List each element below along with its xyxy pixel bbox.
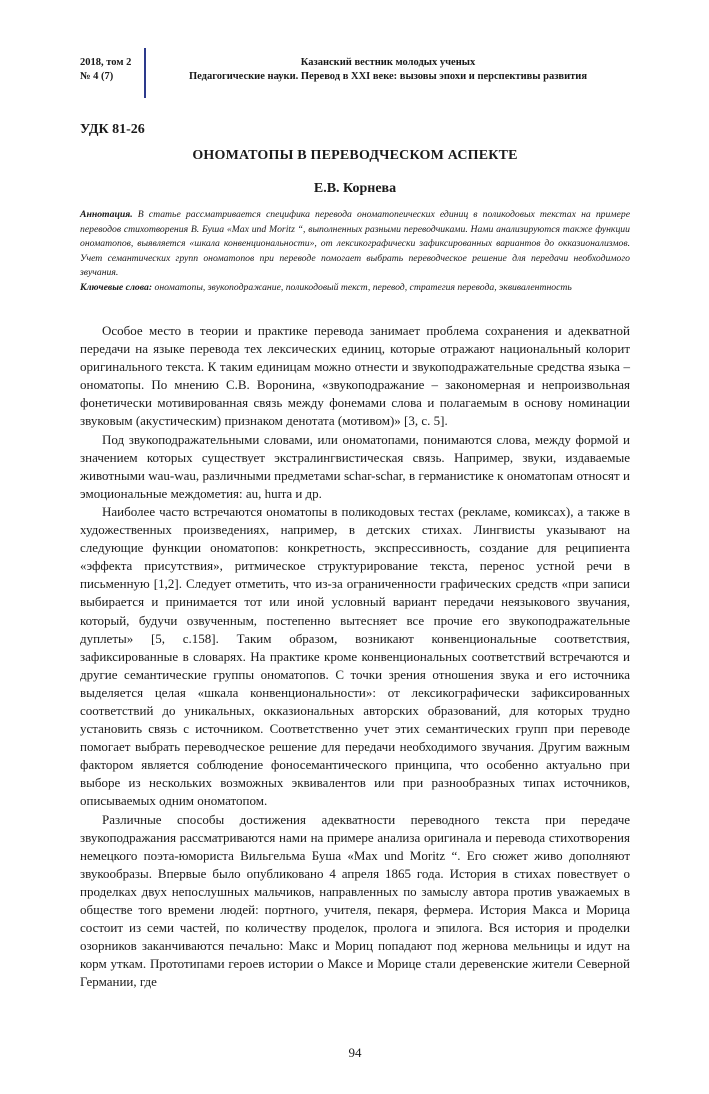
abstract-text: В статье рассматривается специфика перевода ономатопеических единиц в поликодовых текстах на примере переводов стихотворения В. Буша «Max und Moritz “, выполненных разными переводчиками. Нами анализируются также функции ономатопов, выявляется «шкала конвенциональности», от лексикографически зафиксированных вариантов до окказионализмов. Учет семантических групп ономатопов при переводе помогает выбрать переводческое решение для передачи необходимого звучания. [80,209,630,279]
body-paragraph: Под звукоподражательными словами, или ономатопами, понимаются слова, между формой и значением которых существует экстралингвистическая связь. Например, звуки, издаваемые животными wau-wau, различными предметами schar-schar, в германистике к ономатопам относят и эмоциональные междометия: au, hurra и др. [80,431,630,501]
body-paragraph: Наиболее часто встречаются ономатопы в поликодовых тестах (рекламе, комиксах), а также в художественных произведениях, например, в детских стихах. Лингвисты указывают на следующие функции ономатопов: конкретность, экспрессивность, создание для реципиента «эффекта присутствия», ритмическое структурирование текста, перенос устной речи в письменную [1,2]. Следует отметить, что из-за ограниченности графических средств «при записи выбирается и принимается тот или иной условный вариант передачи неязыкового звучания, который, будучи озвученным, постепенно вытесняет все прочие его звукоподражательные дуплеты» [5, с.158]. Таким образом, возникают конвенциональные соответствия, зафиксированные в словарях. На практике кроме конвенциональных соответствий встречаются и другие семантические группы ономатопов. С точки зрения отношения звука и его источника выделяется целая «шкала конвенциональности»: от лексикографически зафиксированных соответствий до уникальных, окказиональных авторских образований, для которых трудно установить связь с источником. Соответственно учет этих семантических групп при переводе помогает выбрать переводческое решение для передачи необходимого звучания. Другим важным фактором является соблюдение фоносемантического принципа, что особенно актуально при выборе из нескольких возможных эквивалентов или при разнообразных типах источников, описываемых одним ономатопом. [80,503,630,809]
abstract-block [80,208,630,296]
journal-section: Педагогические науки. Перевод в XXI веке: вызовы эпохи и перспективы развития [188,71,588,82]
keywords [80,281,630,296]
abstract [80,208,630,281]
article-body [80,322,630,991]
keywords-label: Ключевые слова: [80,281,153,293]
article-author: Е.В. Корнева [313,181,397,196]
issue-year-volume: 2018, том 2 [80,57,132,68]
journal-title: Казанский вестник молодых ученых [300,57,476,68]
udc-code: УДК 81-26 [80,122,145,137]
body-paragraph: Различные способы достижения адекватности переводного текста при передаче звукоподражания рассматриваются нами на примере анализа оригинала и перевода стихотворения немецкого поэта-юмориста Вильгельма Буша «Max und Moritz “. Его сюжет живо дополняют звукообразы. Впервые было опубликовано 4 апреля 1865 года. История в стихах повествует о проделках двух непослушных мальчиков, направленных по замыслу автора против уважаемых в обществе того времени людей: портного, учителя, пекаря, фермера. История Макса и Морица состоит из семи частей, по количеству проделок, пролога и эпилога. Вся история и проделки озорников заканчиваются печально: Макс и Мориц попадают под жернова мельницы и идут на корм уткам. Прототипами героев истории о Максе и Морице стали деревенские жители Северной Германии, где [80,811,630,990]
journal-info [146,56,630,84]
abstract-label: Аннотация. [80,209,133,220]
body-paragraph: Особое место в теории и практике перевода занимает проблема сохранения и адекватной передачи на языке перевода тех лексических единиц, которые отражают национальный колорит оригинального текста. К таким единицам можно отнести и звукоподражательные средства языка – ономатопы. По мнению С.В. Воронина, «звукоподражание – закономерная и непроизвольная фонетически мотивированная связь между фонемами слова и полагаемым в основу номинации звуковым (акустическим) признаком денотата (мотивом)» [3, с. 5]. [80,323,630,429]
keywords-text: ономатопы, звукоподражание, поликодовый текст, перевод, стратегия перевода, эквивалентность [152,281,572,293]
journal-header [80,48,630,100]
issue-info [80,56,131,84]
article-title: ОНОМАТОПЫ В ПЕРЕВОДЧЕСКОМ АСПЕКТЕ [192,148,518,163]
page-number: 94 [348,1045,362,1060]
issue-number: № 4 (7) [80,71,114,82]
